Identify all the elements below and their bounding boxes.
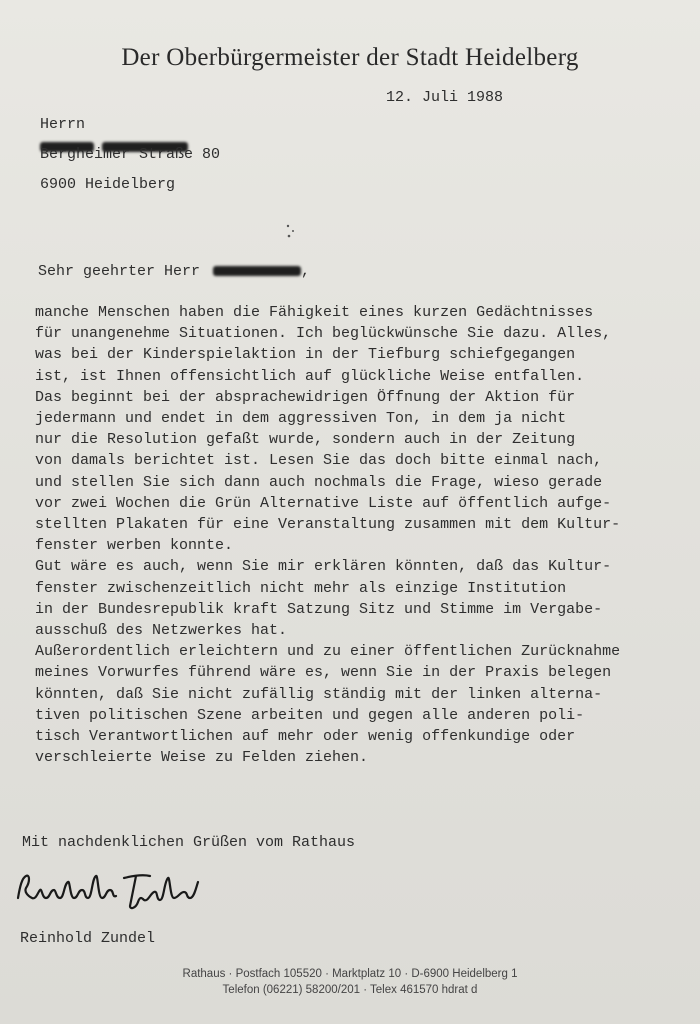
address-salutation: Herrn — [40, 116, 86, 133]
body-line: fenster werben konnte. — [35, 537, 234, 555]
body-line: was bei der Kinderspielaktion in der Tiefburg schiefgegangen — [35, 346, 576, 364]
footer-contact: Telefon (06221) 58200/201 · Telex 461570 hdrat d — [222, 984, 478, 996]
closing: Mit nachdenklichen Grüßen vom Rathaus — [22, 834, 356, 851]
greeting-suffix: , — [301, 263, 311, 280]
body-line: fenster zwischenzeitlich nicht mehr als einzige Institution — [35, 579, 567, 597]
letterhead: Der Oberbürgermeister der Stadt Heidelberg — [121, 44, 579, 71]
body-line: Das beginnt bei der absprachewidrigen Öffnung der Aktion für — [35, 388, 576, 406]
body-line: tisch Verantwortlichen auf mehr oder wenig offenkundige oder — [35, 728, 576, 746]
body-line: meines Vorwurfes führend wäre es, wenn Sie in der Praxis belegen — [35, 664, 612, 682]
greeting — [38, 263, 310, 280]
letter-body — [35, 302, 675, 768]
body-line: Gut wäre es auch, wenn Sie mir erklären könnten, daß das Kultur- — [35, 558, 612, 576]
address-city: 6900 Heidelberg — [40, 176, 176, 193]
greeting-name-redacted — [213, 266, 301, 276]
body-line: Außerordentlich erleichtern und zu einer öffentlichen Zurücknahme — [35, 643, 621, 661]
body-line: manche Menschen haben die Fähigkeit eines kurzen Gedächtnisses — [35, 304, 594, 321]
body-line: in der Bundesrepublik kraft Satzung Sitz und Stimme im Vergabe- — [35, 600, 603, 618]
body-line: für unangenehme Situationen. Ich beglückwünsche Sie dazu. Alles, — [35, 325, 612, 343]
address-street: Bergheimer Straße 80 — [40, 146, 221, 163]
greeting-prefix: Sehr geehrter Herr — [38, 263, 201, 280]
body-line: ist, ist Ihnen offensichtlich auf glückliche Weise entfallen. — [35, 367, 585, 385]
body-line: vor zwei Wochen die Grün Alternative Liste auf öffentlich aufge- — [35, 494, 612, 512]
letter-footer — [0, 966, 700, 998]
signer-name: Reinhold Zundel — [20, 930, 156, 947]
body-line: ausschuß des Netzwerkes hat. — [35, 622, 288, 640]
body-line: verschleierte Weise zu Felden ziehen. — [35, 749, 369, 767]
body-line: stellten Plakaten für eine Veranstaltung zusammen mit dem Kultur- — [35, 516, 621, 534]
body-line: jedermann und endet in dem aggressiven Ton, in dem ja nicht — [35, 410, 567, 428]
letter-date: 12. Juli 1988 — [386, 89, 504, 106]
footer-address: Rathaus · Postfach 105520 · Marktplatz 10 · D-6900 Heidelberg 1 — [182, 968, 518, 980]
handwritten-signature — [14, 868, 204, 916]
paper-specks — [282, 222, 302, 242]
body-line: nur die Resolution gefaßt wurde, sondern auch in der Zeitung — [35, 431, 576, 449]
body-line: könnten, daß Sie nicht zufällig ständig mit der linken alterna- — [35, 685, 603, 703]
body-line: und stellen Sie sich dann auch nochmals die Frage, wieso gerade — [35, 473, 603, 491]
body-line: von damals berichtet ist. Lesen Sie das doch bitte einmal nach, — [35, 452, 603, 470]
body-line: tiven politischen Szene arbeiten und gegen alle anderen poli- — [35, 706, 585, 724]
